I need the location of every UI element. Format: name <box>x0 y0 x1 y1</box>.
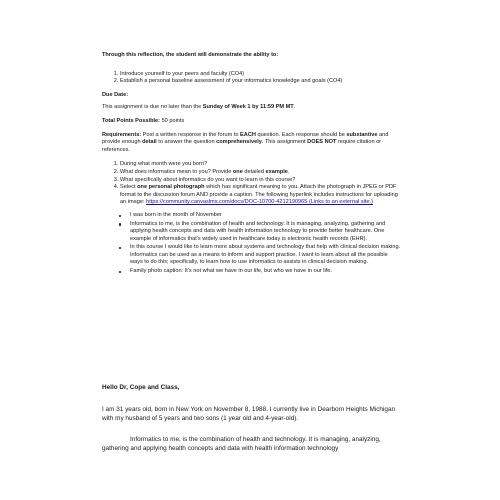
due-date-heading: Due Date: <box>102 91 129 98</box>
reflection-intro: Through this reflection, the student will demonstrate the ability to: <box>102 52 279 58</box>
question-item: 3. What specifically about informatics do you want to learn in this course? <box>120 177 402 185</box>
question-item: 2. What does informatics mean to you? Provide one detailed example. <box>120 169 402 177</box>
objectives-list <box>102 71 402 86</box>
answer-item: I was born in the month of November <box>130 212 402 220</box>
total-points: Total Points Possible: 50 points <box>102 117 185 124</box>
requirements-text: Requirements: Post a written response in the forum to EACH question. Each response should be substantive and provide enough detail to answer the question comprehensively. This assignment DOES NOT require citation or references. <box>102 131 389 153</box>
question-item: 4. Select one personal photograph which has significant meaning to you. Attach the photograph in JPEG or PDF format to the discussion forum AND provide a caption. The following hyperlink includes instructions for uploading an image: https://community.canvaslms.com/docs/DOC-10700-4212190965 (Links to an external site.) <box>120 184 402 207</box>
objective-item: 2. Establish a personal baseline assessment of your informatics knowledge and goals (CO4) <box>120 78 402 86</box>
questions-list <box>102 161 402 207</box>
question-item: 1. During what month were you born? <box>120 161 402 169</box>
answers-list <box>102 212 402 276</box>
upload-instructions-link[interactable]: https://community.canvaslms.com/docs/DOC-10700-4212190965 (Links to an external site.) <box>146 199 373 206</box>
post-paragraph: I am 31 years old, born in New York on November 8, 1988. I currently live in Dearborn Heights Michigan with my husband of 5 years and two sons (1 year old and 4-year-old). <box>102 406 396 423</box>
assignment-instructions <box>102 52 402 277</box>
post-paragraph: Informatics to me, is the combination of health and technology. It is managing, analyzing, gathering and applying health concepts and data with health information technology <box>102 435 381 452</box>
answer-item: Family photo caption: It's not what we have in our life, but who we have in our life. <box>130 268 402 276</box>
answer-item: Informatics to me, is the combination of health and technology. It is managing, analyzing, gathering and applying health concepts and data with health information technology to provide better healthcare. One example of informatics that's widely used in healthcare today is electronic health records (EHR). <box>130 221 402 244</box>
objective-item: 1. Introduce yourself to your peers and faculty (CO4) <box>120 71 402 79</box>
answer-item: In this course I would like to learn more about systems and technology that help with clinical decision making. Informatics can be used as a means to inform and support practice. I want to learn about all the possible ways to do this; specifically, to learn how to use informatics to assists in clinical decision making. <box>130 244 401 266</box>
due-date-text: This assignment is due no later than the Sunday of Week 1 by 11:59 PM MT. <box>102 104 296 111</box>
post-greeting: Hello Dr, Cope and Class, <box>102 384 180 391</box>
discussion-post <box>102 383 407 453</box>
